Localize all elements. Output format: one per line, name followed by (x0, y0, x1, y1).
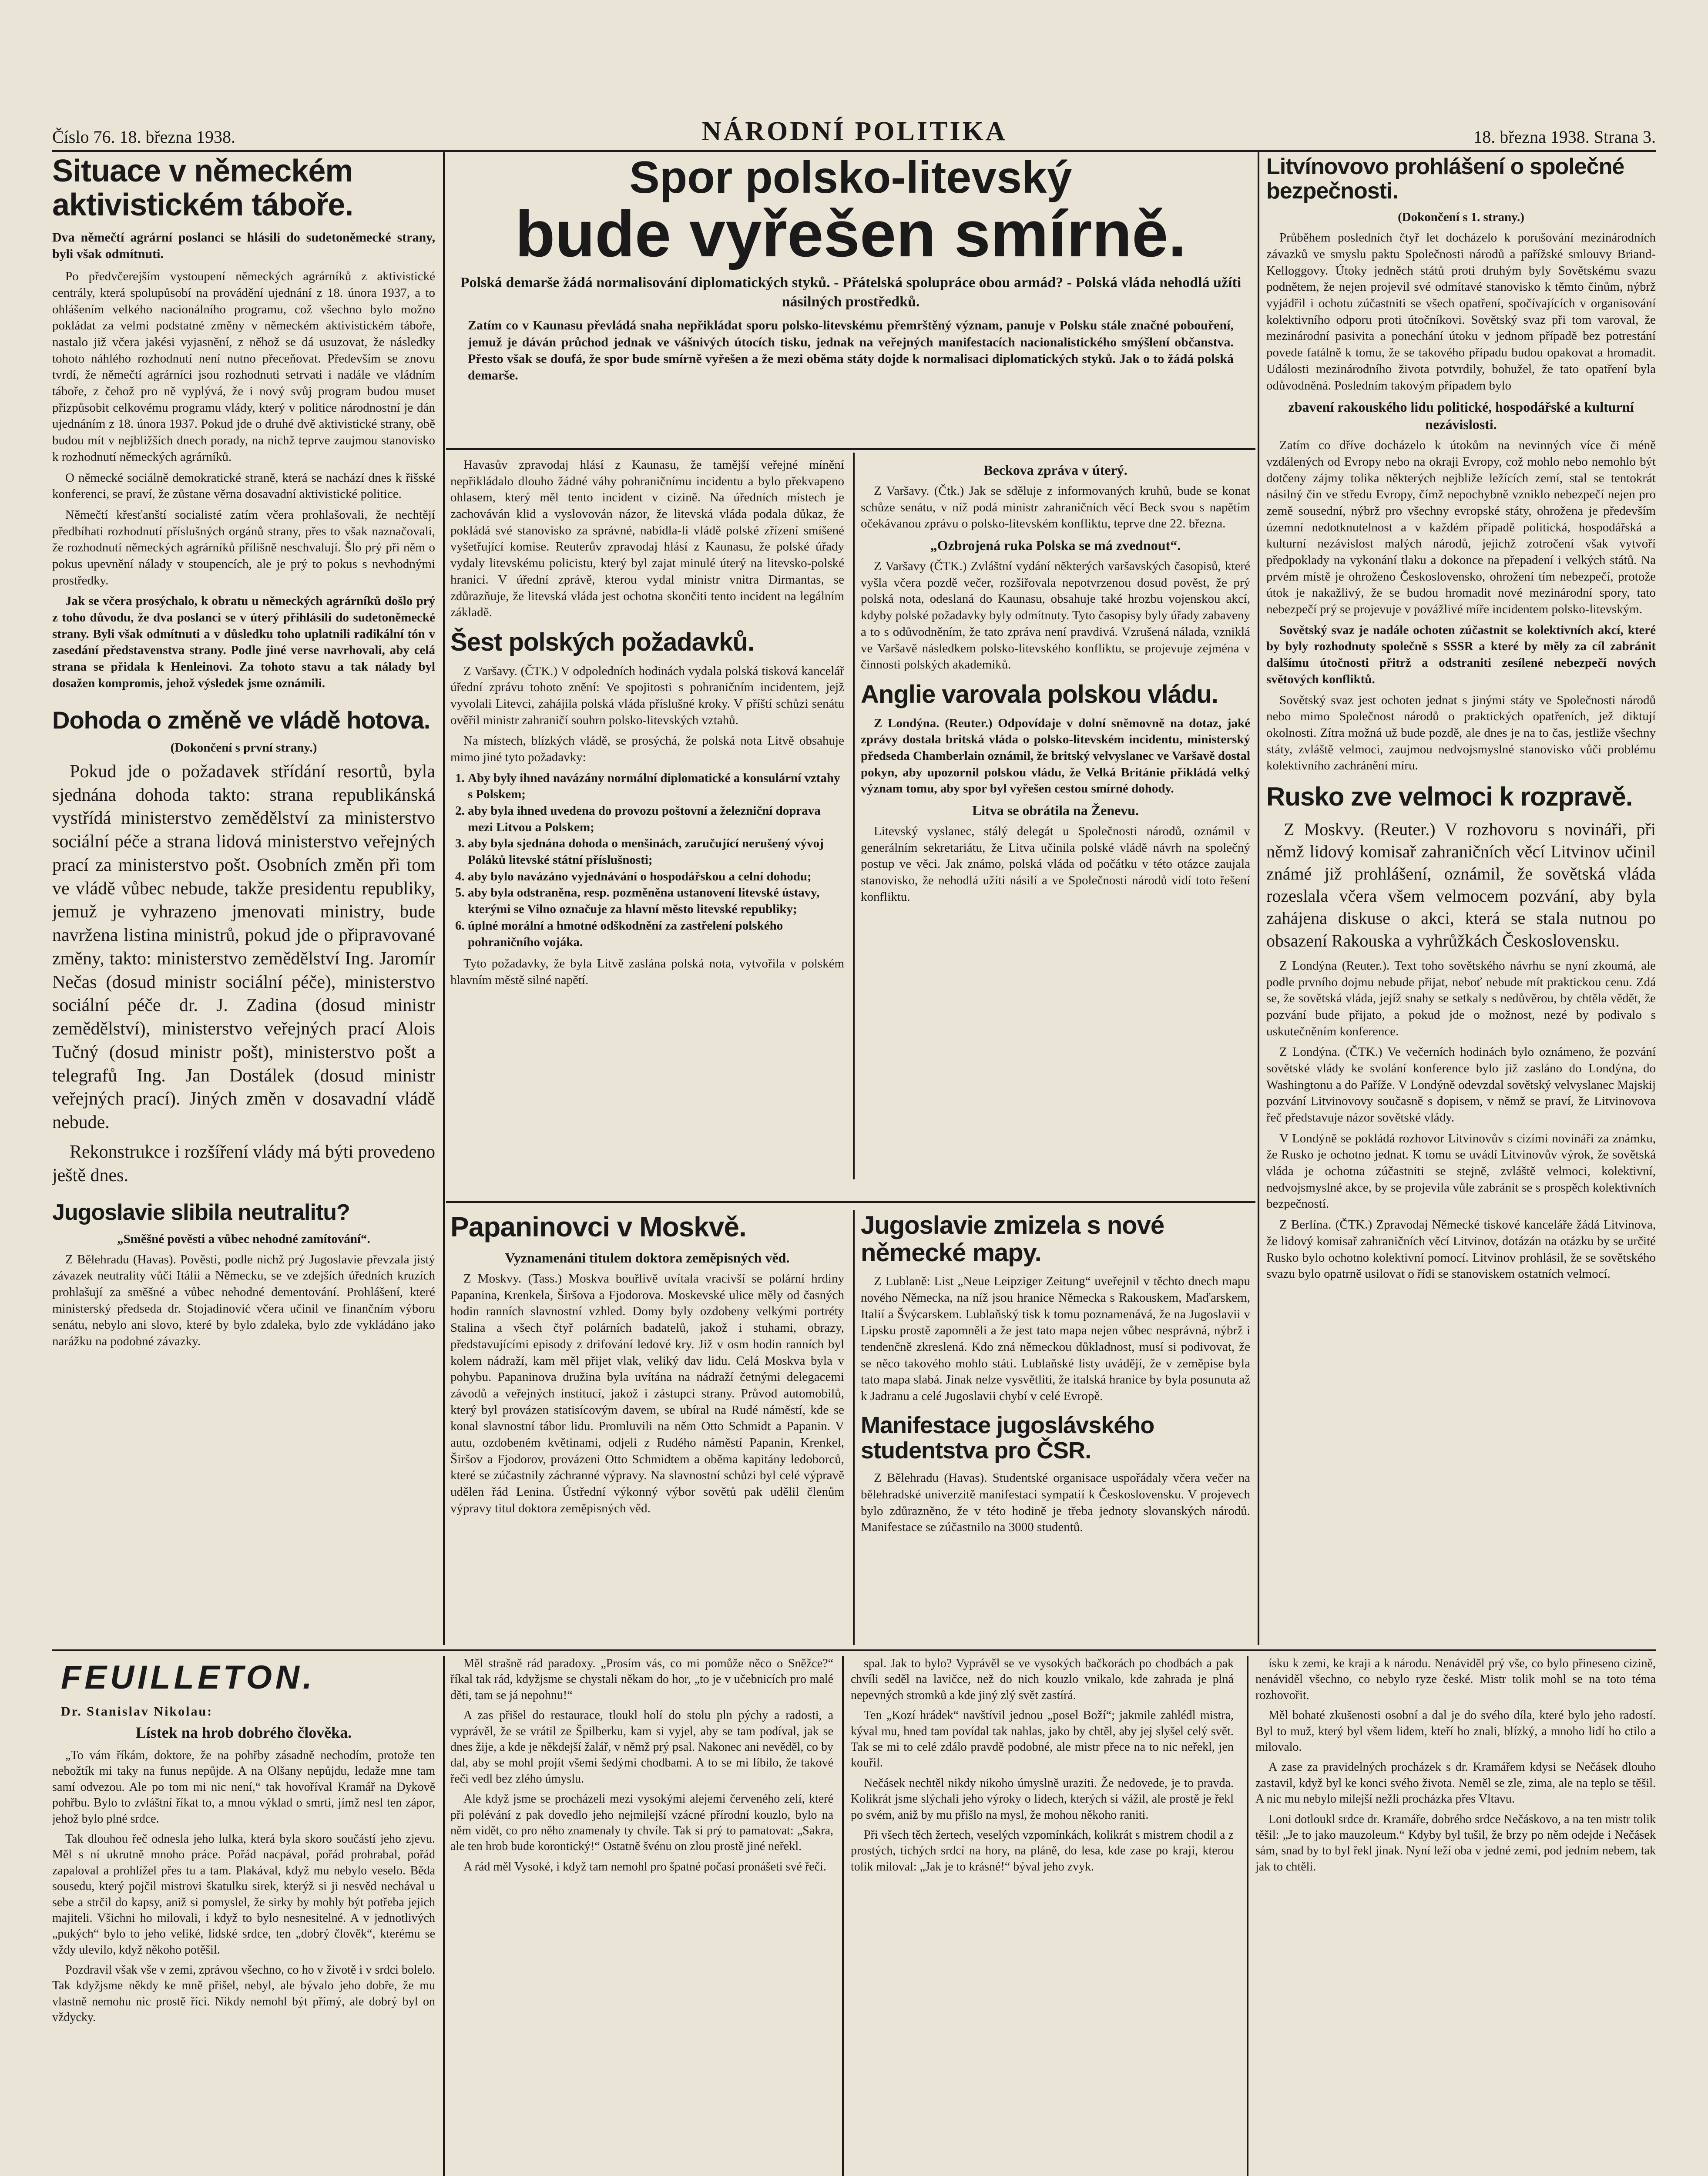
demand-item: 3. aby byla sjednána dohoda o menšinách, zaručující nerušený vývoj Poláků litevské státní příslušnosti; (468, 836, 844, 868)
papanin-article (450, 1212, 844, 1643)
demand-item: 6. úplné morální a hmotné odškodnění za zastřelení polského pohraničního vojáka. (468, 918, 844, 950)
article-paragraph: Ten „Kozí hrádek“ navštívil jednou „posel Boží“; jakmile zahlédl mistra, kýval mu, hned tam povídal tak nahlas, jako by chtěl, aby jej slyšel celý svět. Tak se mi to celé zdálo pravdě podobné, ale mistr přece na to nic neřekl, jen kouřil. (851, 1709, 1234, 1770)
column-rule (443, 1656, 445, 2176)
demand-item: 4. aby bylo navázáno vyjednávání o hospodářskou a celní dohodu; (468, 869, 844, 885)
article-paragraph: Z Moskvy. (Reuter.) V rozhovoru s novináři, při němž lidový komisař zahraničních věcí Litvinov učinil známé již prohlášení, oznámil, že sovětská vláda rozeslala včera všem velmocem pozvání, aby byla zahájena diskuse o akci, která se stala nutnou po obsazení Rakouska a vyhrůžkách Československu. (1266, 819, 1656, 950)
article-paragraph: Loni dotloukl srdce dr. Kramáře, dobrého srdce Nečáskovo, a na ten mistr tolik těšil: „Je to jako mauzoleum.“ Kdyby byl tušil, že brzy po něm odejde i Nečásek sám, snad by to byl řekl jinak. Nyní leží oba v jedné zemi, pod jedním nebem, tak jak to chtěli. (1255, 1812, 1656, 1874)
lead-story-right (861, 457, 1250, 1192)
article-lede: Dva němečtí agrární poslanci se hlásili do sudetoněmecké strany, byli však odmítnuti. (52, 230, 435, 261)
article-title: Manifestace jugoslávského studentstva pro ČSR. (861, 1412, 1154, 1464)
article-paragraph: ísku k zemi, ke kraji a k národu. Nenáviděl prý vše, co bylo přineseno cizině, nenáviděl všechno, co nebylo ryze české. Mistr tolik mohl se na toto téma rozhovořit. (1255, 1657, 1656, 1702)
article-paragraph: Z Varšavy (ČTK.) Zvláštní vydání některých varšavských časopisů, které vyšla včera pozdě večer, rozšiřovala nepotvrzenou dosud pověst, že prý polská nota, odeslaná do Kaunasu, obsahuje také hrozbu vojenskou akcí, kdyby polské požadavky byly odmítnuty. Tyto časopisy byly úřady zabaveny a to s odůvodněním, že tato zpráva není pravdivá. Vzrušená nálada, vzniklá ve Varšavě následkem polsko-litevského konfliktu, se projevuje zejména v činnosti polských akademiků. (861, 559, 1250, 672)
lead-title-line1: Spor polsko-litevský (629, 154, 1072, 203)
article-subtitle: (Dokončení s první strany.) (170, 740, 317, 755)
section-rule (446, 448, 1255, 450)
section-rule (446, 1201, 1255, 1203)
feuilleton-rule (52, 1649, 1656, 1651)
column-left (52, 154, 435, 1645)
article-paragraph: O německé sociálně demokratické straně, která se nachází dnes k řišské konferenci, se praví, že zůstane věrna dosavadní aktivistické politice. (52, 470, 435, 501)
column-rule (443, 152, 445, 1645)
column-rule (842, 1656, 844, 2176)
feuilleton-col3 (851, 1656, 1234, 2176)
demand-item: 1. Aby byly ihned navázány normální diplomatické a konsulární vztahy s Polskem; (468, 770, 844, 803)
article-paragraph: Měl bohaté zkušenosti osobní a dal je do svého díla, které bylo jeho radostí. Byl to muž, který byl všem lidem, kteří ho znali, blízký, a mnoho lidí ho ctilo a milovalo. (1255, 1709, 1656, 1754)
article-paragraph: Tak dlouhou řeč odnesla jeho lulka, která byla skoro součástí jeho zjevu. Měl s ní ukrutně mnoho práce. Pořád nacpával, pořád prohrabal, pořád zapaloval a prohlížel přes tu a tam. Plakával, když mu nebylo veselo. Běda sousedu, který pojčil mistrovi škatulku sirek, kterýž si ji nesvěd nechával u sebe a strčil do kapsy, aniž si pomyslel, že sirky by mohly být potřeba jejich majiteli. Všichni ho milovali, i když to bylo nesnesitelné. A v jednotlivých „pukých“ bylo to jeho veliké, lidské srdce, ten „dobrý člověk“, kterému se vždy ulevilo, když někoho potěšil. (52, 1832, 435, 1957)
column-rule (1247, 1656, 1248, 2176)
article-paragraph: V Londýně se pokládá rozhovor Litvinovův s cizími novináři za známku, že Rusko je ochotno jednat. K tomu se uvádí Litvinovův výrok, že sovětská vláda je ochotna zúčastniti se stejně, zvláště velmoci, kolektivní, nedvojsmyslné akce, by se projevila vůle zabránit se s prospěch kolektivních bezpečností. (1266, 1131, 1656, 1211)
lead-story-left (450, 457, 844, 1192)
feuilleton-col4 (1255, 1656, 1656, 2176)
article-paragraph: A rád měl Vysoké, i když tam nemohl pro špatné počasí pronášeti své řeči. (463, 1860, 826, 1874)
article-title: Dohoda o změně ve vládě hotova. (52, 706, 430, 734)
article-paragraph: Z Berlína. (ČTK.) Zpravodaj Německé tiskové kanceláře žádá Litvinova, že lidový komisař zahraničních věcí Litvinov, dotázán na otázku by se určité Rusko bylo ochotno kolektivní pomocí. Litvinov prohlásil, že se sovětského svazu bylo opatrně usilovat o řídi se stanoviskem ostatních velmocí. (1266, 1218, 1656, 1281)
feuilleton-title: FEUILLETON. (61, 1659, 315, 1696)
article-paragraph: Nečásek nechtěl nikdy nikoho úmyslně uraziti. Že nedovede, je to pravda. Kolikrát jsme slýchali jeho výroky o lidech, kterých si vážil, ale prostě je řekl po svém, aniž by mu přišlo na mysl, že mohou někoho raniti. (851, 1776, 1234, 1822)
article-paragraph: Ale když jsme se procházeli mezi vysokými alejemi červeného zelí, které při polévání z pak dovedlo jeho nejmilejší vzácné přírodní kouzlo, bylo na něm vidět, co pro něho znamenaly ty chvíle. Tak si prý to pamatovat: „Sakra, ale ten hrob bude korontický!“ Ostatně švénu on zlou prostě jiné neřekl. (450, 1792, 833, 1854)
article-title: Jugoslavie zmizela s nové německé mapy. (861, 1212, 1164, 1267)
article-subtitle: „Směšné pověsti a vůbec nehodné zamítování“. (117, 1232, 370, 1246)
feuilleton-col1 (52, 1656, 435, 2176)
feuilleton-author: Dr. Stanislav Nikolau: (61, 1704, 213, 1719)
article-subhead: Litva se obrátila na Ženevu. (972, 802, 1139, 818)
article-paragraph: Jak se včera prosýchalo, k obratu u německých agrárníků došlo prý z toho důvodu, že dva poslanci se v úterý přihlásili do sudetoněmecké strany. Byli však odmítnuti a v důsledku toho uplatnili radikální tón v zasedání představenstva strany. Podle jiné verse navrhovali, aby celá strana se přidala k Henleinovi. Za tohoto stavu a tak nálady byl dosažen kompromis, jehož výsledek jsme oznámili. (52, 594, 435, 690)
article-paragraph: Z Londýna. (ČTK.) Ve večerních hodinách bylo oznámeno, že pozvání sovětské vlády ke svolání konference bylo již zasláno do Londýna, do Washingtonu a do Paříže. V Londýně odevzdal sovětský velvyslanec Majskij pozvání Litvinovovy současně s dopisem, v němž se praví, že Litvinovova řeč představuje názor sovětské vlády. (1266, 1045, 1656, 1125)
lead-story-header (450, 154, 1251, 446)
date-page-number: 18. března 1938. Strana 3. (1473, 127, 1656, 147)
article-title: Jugoslavie slibila neutralitu? (52, 1200, 350, 1226)
article-paragraph: Pokud jde o požadavek střídání resortů, byla sjednána dohoda takto: strana republikánská vystřídá ministerstvo zemědělství za ministerstvo sociální péče a strana lidová ministerstvo veřejných prací za ministerstvo pošt. Osobních změn při tom ve vládě vůbec nebude, takže presidentu republiky, jemuž je vyhrazeno jmenovati ministry, bude navržena listina ministrů, pokud jde o připravované změny, takto: ministerstvo zemědělství Ing. Jaromír Nečas (dosud ministr sociální péče), ministerstvo sociální péče dr. J. Zadina (dosud ministr zemědělství), ministerstvo veřejných prací Alois Tučný (dosud ministr pošt), ministerstvo pošt a telegrafů Ing. Jan Dostálek (dosud ministr veřejných prací). Jiných změn v dosavadní vládě nebude. (52, 761, 435, 1133)
column-rule (853, 453, 855, 1179)
article-paragraph: A zase za pravidelných procházek s dr. Kramářem kdysi se Nečásek dlouho zastavil, když byl ke konci svého života. Neměl se zle, zima, ale na teplo se těšil. A nic mu nebylo milejší nežli procházka přes Vltavu. (1255, 1760, 1656, 1806)
article-paragraph: Z Varšavy. (Čtk.) Jak se sděluje z informovaných kruhů, bude se konat schůze senátu, v níž podá ministr zahraničních věcí Beck svou s napětím očekávanou zprávu o polsko-litevském konfliktu, teprve dne 22. března. (861, 484, 1250, 531)
article-paragraph: Rekonstrukce i rozšíření vlády má býti provedeno ještě dnes. (52, 1142, 435, 1185)
column-right (1266, 154, 1656, 1645)
article-paragraph: Z Bělehradu (Havas). Studentské organisace uspořádaly včera večer na bělehradské univerzitě manifestaci sympatií k Československu. V projevech bylo zdůrazněno, že v této hodině je třeba jednoty slovanských národů. Manifestace se zúčastnilo na 3000 studentů. (861, 1471, 1250, 1535)
demands-list (450, 770, 844, 951)
article-subhead: „Ozbrojená ruka Polska se má zvednout“. (930, 537, 1181, 554)
article-title: Papaninovci v Moskvě. (450, 1212, 746, 1242)
article-paragraph: A zas přišel do restaurace, tloukl holí do stolu pln pýchy a radosti, a vyprávěl, že se vrátil ze Špilberku, kam si vyjel, aby se tam podíval, jak se dnes žije, a kde je někdejší žalář, v němž prý psal. Nakonec ani nevěděl, co by dal, aby se mohl projít všemi šedými chodbami. A to se mi líbilo, že takové řeči vedl bez zlého úmyslu. (450, 1709, 833, 1786)
lead-title-line2: bude vyřešen smírně. (515, 197, 1187, 271)
article-title: Situace v německém aktivistickém táboře. (52, 154, 353, 222)
masthead: NÁRODNÍ POLITIKA (701, 117, 1007, 146)
article-paragraph: Z Londýna (Reuter.). Text toho sovětského návrhu se nyní zkoumá, ale podle prvního dojmu nebude přijat, neboť nebude mít praktickou cenu. Zdá se, že sovětská vláda, jejíž snahy se setkaly s nedůvěrou, by chtěla vědět, že pozvání bude přijato, a pokud jde o možnost, nezé by podivalo s uskutečněním konference. (1266, 958, 1656, 1038)
article-paragraph: Z Moskvy. (Tass.) Moskva bouřlivě uvítala vracivší se polární hrdiny Papanina, Krenkela, Širšova a Fjodorova. Moskevské ulice měly od časných hodin ranních slavnostní vzhled. Domy byly ozdobeny velkými portréty Stalina a všech čtyř polárních badatelů, jakož i stuhami, obrazy, představujícími episody z drifování ledové kry. Již v osm hodin ranních byl kolem nádraží, kam měl přijet vlak, veliký dav lidu. Celá Moskva byla v pohybu. Papaninova družina byla uvítána na nádraží četnými delegacemi závodů a veřejných institucí, jakož i zástupci strany. Průvod automobilů, který byl provázen statisícovým davem, se ubíral na Rudé náměstí, kde se konal slavnostní tábor lidu. Promluvili na něm Otto Schmidt a Papanin. V autu, ozdobeném květinami, odjeli z Rudého náměstí Papanin, Krenkel, Širšov a Fjodorov, provázeni Otto Schmidtem a oběma kapitány ledoborců, které se zúčastnily záchranné výpravy. Na slavnostní schůzi byl celé výpravě udělen řád Lenina. Ústřední výkonný výbor sovětů pak udělil členům výpravy titul doktora zeměpisných věd. (450, 1272, 844, 1515)
article-paragraph: Na místech, blízkých vládě, se prosýchá, že polská nota Litvě obsahuje mimo jiné tyto požadavky: (450, 734, 844, 764)
column-rule (853, 1210, 855, 1645)
lead-subhead: Polská demarše žádá normalisování diplomatických styků. - Přátelská spolupráce obou armád? - Polská vláda nehodlá užíti násilných prostředků. (460, 275, 1242, 310)
article-paragraph: Z Londýna. (Reuter.) Odpovídaje v dolní sněmovně na dotaz, jaké zprávy dostala britská vláda o polsko-litevském incidentu, ministerský předseda Chamberlain oznámil, že britský velvyslanec ve Varšavě dostal pokyn, aby upozornil polskou vládu, že Velká Británie přikládá velký význam tomu, aby spor byl vyřešen cestou smírné dohody. (861, 716, 1250, 796)
article-title: Litvínovovo prohlášení o společné bezpečnosti. (1266, 154, 1624, 204)
article-paragraph: Z Lublaně: List „Neue Leipziger Zeitung“ uveřejnil v těchto dnech mapu nového Německa, na níž jsou hranice Německa s Rakouskem, Maďarskem, Italií a Švýcarskem. Lublaňský tisk k tomu poznamenává, že na Jugoslavii v Lipsku prostě zapomněli a že jest tato mapa nejen vůbec nesprávná, nýbrž i tendenčně zkreslená. Kdo zná německou důkladnost, musí si podivovat, že se něco takového mohlo státi. Lublaňské listy uvádějí, že v zeměpise byla tato mapa slabá. Jinak nelze vysvětliti, že italská hranice by byla posunuta až k Jadranu a celé Jugoslavii chybí v celé Evropě. (861, 1274, 1250, 1404)
article-title: Rusko zve velmoci k rozpravě. (1266, 782, 1633, 811)
article-paragraph: Němečtí křesťanští socialisté zatím včera prohlašovali, že nechtějí předbíhati rozhodnutí příslušných orgánů strany, přes to však naznačovali, že rozhodnutí německých agrárníků přílišně neschvalují. Šlo prý při něm o pokus upevnění nálady v stoupencích, ale je prý to pokus s nevhodnými prostředky. (52, 507, 435, 588)
demand-item: 2. aby byla ihned uvedena do provozu poštovní a železniční doprava mezi Litvou a Polskem; (468, 803, 844, 836)
article-paragraph: spal. Jak to bylo? Vyprávěl se ve vysokých bačkorách po chodbách a pak chvíli seděl na lavičce, než do nich kouzlo vnikalo, kde zahrada je plná nepevných stromků a kde jiný zlý svět zastírá. (851, 1657, 1234, 1702)
article-subhead: Vyznamenáni titulem doktora zeměpisných věd. (505, 1250, 790, 1266)
article-subtitle: (Dokončení s 1. strany.) (1398, 210, 1524, 225)
demand-item: 5. aby byla odstraněna, resp. pozměněna ustanovení litevské ústavy, kterými se Vilno označuje za hlavní město litevské republiky; (468, 885, 844, 917)
article-title: Šest polských požadavků. (450, 628, 755, 656)
lead-lede: Zatím co v Kaunasu převládá snaha nepřikládat sporu polsko-litevskému přemrštěný význam, panuje v Polsku stále značné pobouření, jemuž je dáván průchod jednak ve vášnivých útocích tisku, jednak na veřejných manifestacích nacionalistického smýšlení občanstva. Přesto však se doufá, že spor bude smírně vyřešen a že mezi oběma státy dojde k normalisaci diplomatických styků. Jak o to žádá polská demarše. (468, 318, 1234, 383)
article-paragraph: Zatím co dříve docházelo k útokům na nevinných více či méně vzdálených od Evropy nebo na okraji Evropy, což mohlo nebo nemohlo být dotčeny zájmy tolika některých nejbliže ležících zemí, stal se tentokrát násilný čin ve středu Evropy, čímž nepochybně vzniklo nebezpečí nejen pro země sousední, nýbrž pro všechny evropské státy, ohrožena je především územní nedotknutelnost a v každém případě politická, hospodářská a kulturní nezávislost malých národů, jejichž zotročení však vytvoří předpoklady na vykonání tlaku a dokonce na přepadení i velkých států. Na prvém místě je ohroženo Československo, ohrožení tím nebezpečí, protože útok je nakažlivý, že se budou hromadit nové mezinárodní spory, tato nebezpečí prý se projevuje v povážlivé míře incidentem polsko-litevským. (1266, 438, 1656, 617)
article-subhead: zbavení rakouského lidu politické, hospodářské a kulturní nezávislosti. (1288, 399, 1634, 433)
page-header (52, 117, 1656, 152)
article-paragraph: Při všech těch žertech, veselých vzpomínkách, kolikrát s mistrem chodil a z prostých, tichých srdcí na hory, na pláně, do lesa, kde zase po kraji, kterou tolik miloval: „Jak je to krásné!“ býval jeho zvyk. (851, 1828, 1234, 1874)
article-paragraph: Sovětský svaz jest ochoten jednat s jinými státy ve Společnosti národů nebo mimo Společnost národů o praktických opatřeních, jež diktují okolnosti. Zítra možná už bude pozdě, ale dnes je na to čas, jestliže všechny státy, zvláště velmoci, zaujmou nedvojsmyslné stanovisko vůči problému kolektivního zachránění míru. (1266, 693, 1656, 773)
article-paragraph: Měl strašně rád paradoxy. „Prosím vás, co mi pomůže něco o Sněžce?“ říkal tak rád, kdyžjsme se chystali někam do hor, „to je v učebnicích pro malé děti, tam se já nepohnu!“ (450, 1657, 833, 1702)
issue-number: Číslo 76. 18. března 1938. (52, 127, 236, 147)
feuilleton-col2 (450, 1656, 833, 2176)
article-paragraph: Průběhem posledních čtyř let docházelo k porušování mezinárodních závazků ve smyslu paktu Společnosti národů a pařížské smlouvy Briand-Kelloggovy. Útoky jedněch států proti druhým byly Sovětskému svazu podnětem, že nejen projevil své odmítavé stanovisko k těmto činům, nýbrž vyjádřil i ochotu zúčastniti se všech opatření, spočívajících v organisování kolektivního odporu proti útočníkovi. Sovětský svaz při tom varoval, že mezinárodní pasivita a ponechání útoku v jednom případě bez potrestání povede fatálně k tomu, že se takového případu budou opakovat a hromadit. Události mezinárodního života potvrdily, bohužel, že tato opatření byla odůvodněná. Posledním takovým případem bylo (1266, 231, 1656, 393)
column-rule (1258, 152, 1259, 1645)
article-paragraph: Havasův zpravodaj hlásí z Kaunasu, že tamější veřejné mínění nepřikládalo dlouho žádné váhy pohraničnímu incidentu a bylo překvapeno ohlasem, který měl tento incident v cizině. Na úředních místech je zachováván klid a vyslovován názor, že litevská vláda podala důkaz, že pokládá své stanovisko za správné, nabídla-li vládě polské zřízení smíšené vyšetřující komise. Reuterův zpravodaj hlásí z Kaunasu, že polské úřady vydaly litevskému policistu, který byl zajat minulé úterý na litevsko-polské hranici. V úřední zprávě, kterou vydal ministr vnitra Dirmantas, se zdůrazňuje, že litevská vláda jest ochotna skončiti tento incident na legálním základě. (450, 458, 844, 620)
feuilleton-headline: Lístek na hrob dobrého člověka. (135, 1724, 352, 1741)
article-paragraph: Pozdravil však vše v zemi, zprávou všechno, co ho v životě i v srdci bolelo. Tak kdyžjsme někdy ke mně přišel, nebyl, ale bývalo jeho dobře, že mu vlastně nemohu nic prostě říci. Nikdy nemohl být přímý, ale dobrý byl on vždycky. (52, 1963, 435, 2025)
article-paragraph: „To vám říkám, doktore, že na pohřby zásadně nechodím, protože ten nebožtík mi taky na funus nepůjde. A na Olšany nepůjdu, ledaže mne tam samí odvezou. Ale po tom mi nic není,“ tak hovoříval Kramář na Dykově pohřbu. Bylo to zvláštní říkat to, a mnou výklad o smrti, jímž nesl ten zápor, jehož bylo plné srdce. (52, 1749, 435, 1826)
article-paragraph: Tyto požadavky, že byla Litvě zaslána polská nota, vytvořila v polském hlavním městě silné napětí. (450, 957, 844, 987)
article-subhead: Beckova zpráva v úterý. (983, 462, 1127, 478)
article-title: Anglie varovala polskou vládu. (861, 680, 1218, 709)
article-paragraph: Z Bělehradu (Havas). Pověsti, podle nichž prý Jugoslavie převzala jistý závazek neutrality vůči Itálii a Německu, se ve zdejších úředních kruzích prohlašují za směšné a vůbec nehodné dementování. Prohlášení, které ministerský předseda dr. Stojadinović včera učinil ve finančním výboru senátu, nebylo ani slovo, které by bylo zdaleka, bylo zde vykládáno jako narážku na podobné závazky. (52, 1252, 435, 1349)
jugoslavia-article (861, 1212, 1250, 1643)
article-paragraph: Litevský vyslanec, stálý delegát u Společnosti národů, oznámil v generálním sekretariátu, že Litva učinila polské vládě návrh na společný postup ve věci. Jak známo, polská vláda od počátku v této otázce zaujala stanovisko, že nehodlá užíti násilí a ve Společnosti národů vidí toto řešení konfliktu. (861, 824, 1250, 904)
article-paragraph: Z Varšavy. (ČTK.) V odpoledních hodinách vydala polská tisková kancelář úřední zprávu tohoto znění: Ve spojitosti s pohraničním incidentem, jejž vyvolali Litevci, zahájila polská vláda příslušné kroky. V příští schůzi senátu ověřil ministr zahraničí souhrn polsko-litevských vztahů. (450, 664, 844, 727)
article-paragraph: Sovětský svaz je nadále ochoten zúčastnit se kolektivních akcí, které by byly rozhodnuty společně s SSSR a které by měly za cíl zabránit dalšímu útočnosti přitrž a odstraniti zesílené nebezpečí nových světových konfliktů. (1266, 623, 1656, 686)
article-paragraph: Po předvčerejším vystoupení německých agrárníků z aktivistické centrály, která spolupůsobí na provádění ujednání z 18. února 1937, a to ohlášením velkého nacionálního programu, což všechno bylo možno pokládat za velmi podstatné změny v německém aktivistickém táboře, nastalo již včera jakési vyjasnění, z něhož se dá usuzovat, že následky tohoto náhlého rozhodnutí není nutno přeceňovat. Především se znovu tvrdí, že němečtí agrárníci jsou rozhodnuti setrvati i nadále ve vládním táboře, z čehož pro ně vyplývá, že i nový svůj program budou muset přizpůsobit celkovému programu vlády, který v politice národnostní je dán ujednáním z 18. února 1937. Pokud jde o druhé dvě aktivistické strany, obě budou mít v nejbližších dnech porady, na nichž teprve zaujmou stanovisko k rozhodnutí německých agrárníků. (52, 269, 435, 464)
